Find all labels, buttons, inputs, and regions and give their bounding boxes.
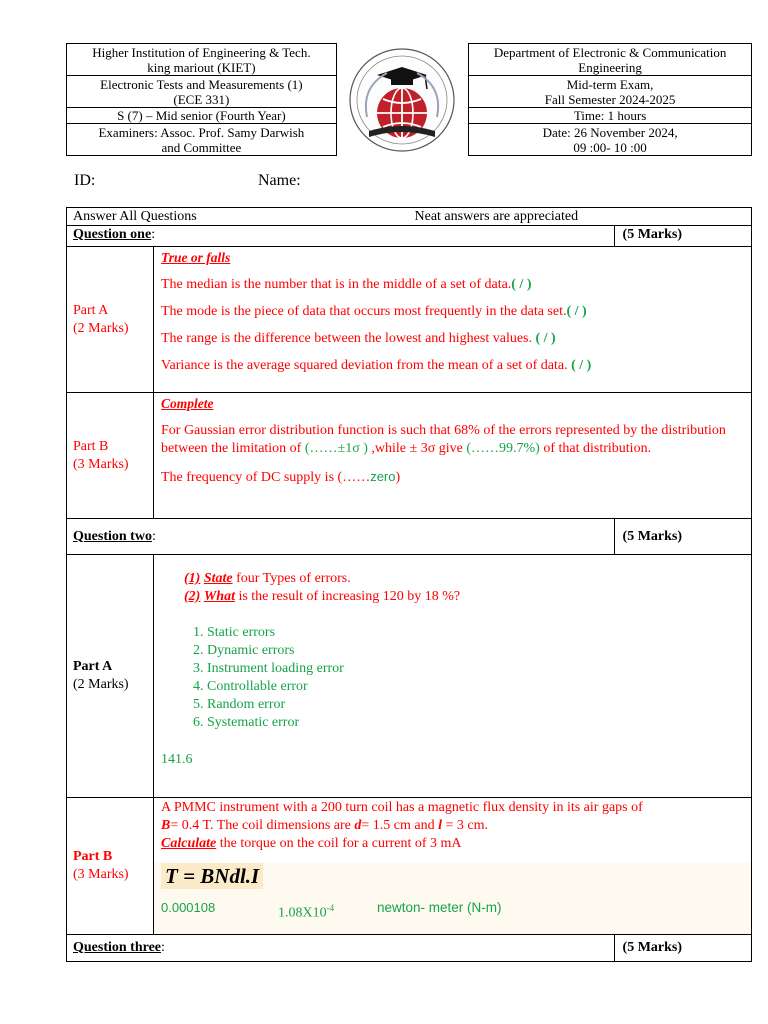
course-line-2: (ECE 331)	[173, 91, 230, 107]
questions-table	[66, 207, 752, 962]
q-num: (2)	[184, 589, 201, 604]
header-course	[67, 76, 337, 108]
instructions-left: Answer All Questions	[73, 209, 197, 224]
instructions-right: Neat answers are appreciated	[414, 209, 579, 224]
examiners-line-2: and Committee	[161, 139, 242, 155]
q-rest: the torque on the coil for a current of 3 mA	[216, 836, 462, 851]
item-answer: ( / )	[535, 331, 556, 346]
torque-unit: newton- meter (N-m)	[377, 900, 502, 915]
sci-base: 1.08X10	[278, 905, 327, 921]
item-text: The range is the difference between the lowest and highest values.	[161, 331, 536, 346]
dc-text: The frequency of DC supply is	[161, 470, 338, 485]
q2-marks: (5 Marks)	[614, 519, 751, 555]
q1-partB-label-cell	[67, 393, 154, 519]
list-item: 6. Systematic error	[207, 714, 745, 732]
q-verb: Calculate	[161, 836, 217, 851]
torque-answer-sci	[278, 899, 334, 923]
dc-close: )	[395, 470, 401, 485]
examiners-line-1: Examiners: Assoc. Prof. Samy Darwish	[98, 124, 305, 140]
q3-colon: :	[161, 940, 165, 955]
item-text: The median is the number that is in the middle of a set of data.	[161, 277, 512, 292]
text: = 1.5 cm and	[361, 818, 439, 833]
logo-cell	[336, 44, 468, 156]
item-text: Variance is the average squared deviation from the mean of a set of data.	[161, 358, 572, 373]
q1-marks: (5 Marks)	[614, 226, 751, 247]
list-item: 2. Dynamic errors	[207, 642, 745, 660]
q2-partA-label-cell	[67, 555, 154, 798]
q3-title: Question three	[73, 940, 162, 955]
q2-partA-question-1	[161, 570, 745, 588]
name-label: Name:	[258, 172, 301, 189]
header-time	[469, 108, 752, 124]
pmmc-line-2	[161, 817, 745, 835]
q2-partA-label: Part A	[73, 659, 113, 674]
q1-partA-content	[154, 247, 752, 393]
var-d: d	[354, 818, 362, 833]
item-text: The mode is the piece of data that occurs most frequently in the data set.	[161, 304, 567, 319]
item-answer: ( / )	[571, 358, 592, 373]
dc-question	[161, 468, 745, 487]
q1-title-cell	[67, 226, 615, 247]
exam-line-2: Fall Semester 2024-2025	[544, 91, 676, 107]
list-item: 3. Instrument loading error	[207, 660, 745, 678]
gaussian-answer-1: (……±1σ )	[304, 441, 368, 456]
q1-title: Question one	[73, 227, 152, 242]
torque-answer-row	[161, 899, 745, 921]
q1-partB-heading: Complete	[161, 396, 214, 411]
q1-partA-label: Part A	[73, 302, 109, 318]
list-item: 4. Controllable error	[207, 678, 745, 696]
dc-open: (……	[337, 470, 371, 485]
q3-title-cell	[67, 935, 615, 962]
department-line-1: Department of Electronic & Communication	[493, 44, 727, 60]
department-line-2: Engineering	[578, 59, 642, 75]
gaussian-text-b: ,while ± 3σ give	[367, 441, 467, 456]
q-verb: What	[203, 589, 235, 604]
text: = 0.4 T. The coil dimensions are	[170, 818, 355, 833]
q1-partA-item	[161, 303, 745, 321]
var-l: l	[438, 818, 442, 833]
date-line-2: 09 :00- 10 :00	[573, 139, 647, 155]
header-exam	[469, 76, 752, 108]
header-date	[469, 124, 752, 156]
time-line: Time: 1 hours	[573, 108, 647, 123]
q2-partA-marks: (2 Marks)	[73, 677, 129, 692]
item-answer: ( / )	[511, 277, 532, 292]
pmmc-line-3	[161, 835, 745, 853]
header-level	[67, 108, 337, 124]
header-department	[469, 44, 752, 76]
q-rest: is the result of increasing 120 by 18 %?	[234, 589, 461, 604]
sci-exp: -4	[326, 903, 335, 913]
text: = 3 cm.	[441, 818, 488, 833]
exam-line-1: Mid-term Exam,	[566, 76, 654, 92]
institute-emblem-icon	[347, 47, 457, 153]
percent-answer: 141.6	[161, 752, 193, 767]
q2-colon: :	[151, 528, 156, 544]
list-item: 5. Random error	[207, 696, 745, 714]
instructions-row	[67, 208, 752, 226]
institute-line-1: Higher Institution of Engineering & Tech.	[92, 44, 311, 60]
q2-partB-label: Part B	[73, 849, 113, 864]
header-examiners	[67, 124, 337, 156]
header-institute	[67, 44, 337, 76]
q1-partB-content	[154, 393, 752, 519]
q1-partA-label-cell	[67, 247, 154, 393]
item-answer: ( / )	[566, 304, 587, 319]
q1-partA-item	[161, 357, 745, 375]
institute-line-2: king mariout (KIET)	[147, 59, 256, 75]
dc-answer: zero	[370, 469, 396, 484]
torque-answer-decimal: 0.000108	[161, 900, 216, 915]
level-line: S (7) – Mid senior (Fourth Year)	[117, 108, 286, 123]
gaussian-text-c: of that distribution.	[539, 441, 652, 456]
date-line-1: Date: 26 November 2024,	[542, 124, 678, 140]
q2-partB-content	[154, 798, 752, 935]
list-item: 1. Static errors	[207, 624, 745, 642]
id-label: ID:	[74, 172, 96, 189]
gaussian-answer-2: (……99.7%)	[466, 441, 540, 456]
q2-partA-content	[154, 555, 752, 798]
q1-partA-heading: True or falls	[161, 250, 231, 265]
q1-partB-label: Part B	[73, 438, 109, 454]
q1-partA-item	[161, 330, 745, 348]
q2-title: Question two	[73, 528, 152, 544]
q2-title-cell	[67, 519, 615, 555]
q1-partA-item	[161, 276, 745, 294]
torque-formula: T = BNdl.I	[161, 863, 263, 889]
q1-colon: :	[151, 227, 156, 242]
q2-partA-question-2	[161, 588, 745, 606]
q1-partB-marks: (3 Marks)	[73, 456, 129, 472]
q1-partA-marks: (2 Marks)	[73, 320, 129, 336]
course-line-1: Electronic Tests and Measurements (1)	[100, 76, 303, 92]
q-verb: State	[203, 571, 233, 586]
error-types-list	[161, 624, 745, 732]
var-B: B	[161, 818, 171, 833]
q-rest: four Types of errors.	[232, 571, 351, 586]
q2-partB-marks: (3 Marks)	[73, 867, 129, 882]
gaussian-question	[161, 422, 745, 458]
pmmc-line-1: A PMMC instrument with a 200 turn coil has a magnetic flux density in its air gaps of	[161, 800, 643, 815]
q3-marks: (5 Marks)	[614, 935, 751, 962]
q2-partB-label-cell	[67, 798, 154, 935]
q-num: (1)	[184, 571, 201, 586]
gaussian-text-a: For Gaussian error distribution function is such that 68% of the errors represented by the distribution between the limitation of	[161, 423, 726, 456]
exam-header	[66, 43, 752, 156]
